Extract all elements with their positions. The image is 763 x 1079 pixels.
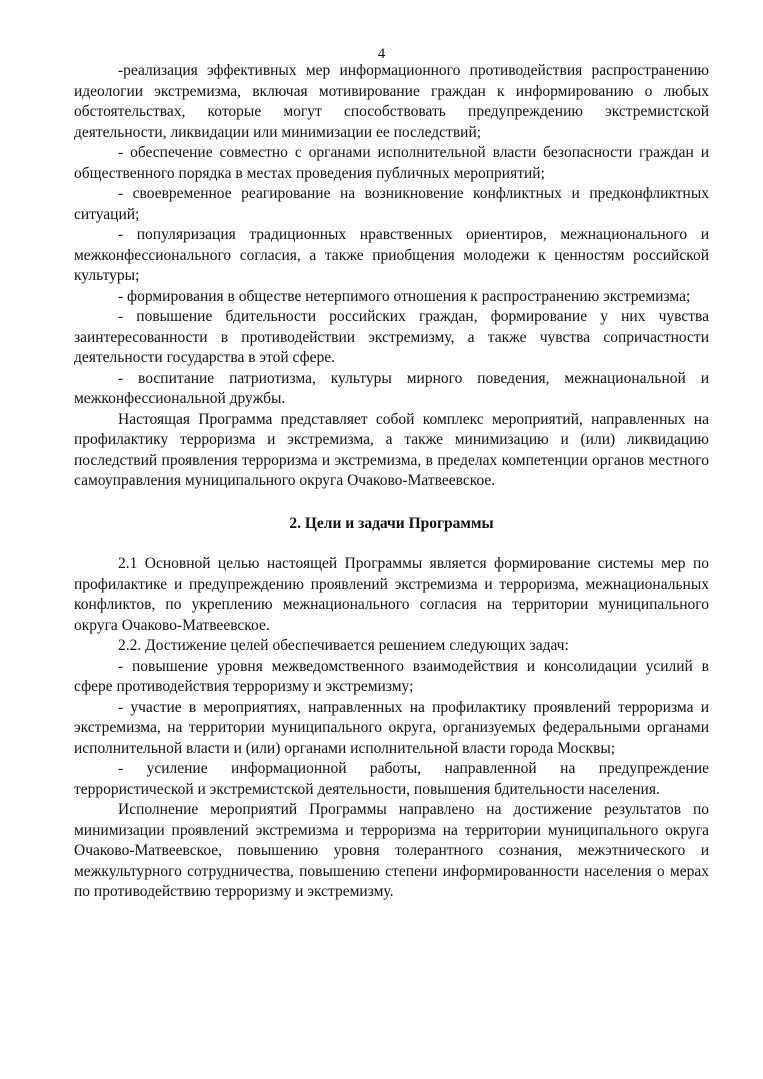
- paragraph: 2.1 Основной целью настоящей Программы является формирование системы мер по профилактике и предупреждению проявлений экстремизма и терроризма, межнациональных конфликтов, по укреплению межнационального согласия на территории муниципального округа Очаково-Матвеевское.: [74, 555, 709, 634]
- paragraph: - своевременное реагирование на возникновение конфликтных и предконфликтных ситуаций;: [74, 185, 709, 223]
- paragraph: - участие в мероприятиях, направленных на профилактику проявлений терроризма и экстремизма, на территории муниципального округа, организуемых федеральными органами исполнительной власти и (или) органами исполнительной власти города Москвы;: [74, 698, 709, 757]
- paragraph: - повышение бдительности российских граждан, формирование у них чувства заинтересованности в противодействии экстремизму, а также чувства сопричастности деятельности государства в этой сфере.: [74, 308, 709, 366]
- paragraph: - популяризация традиционных нравственных ориентиров, межнационального и межконфессионального согласия, а также приобщения молодежи к ценностям российской культуры;: [74, 226, 709, 284]
- paragraph: - формирования в обществе нетерпимого отношения к распространению экстремизма;: [118, 287, 691, 305]
- section-title: 2. Цели и задачи Программы: [289, 514, 494, 532]
- document-body: [74, 61, 709, 903]
- paragraph: - усиление информационной работы, направленной на предупреждение террористической и экстремистской деятельности, повышения бдительности населения.: [74, 760, 709, 798]
- paragraph: - воспитание патриотизма, культуры мирного поведения, межнациональной и межконфессиональной дружбы.: [74, 369, 709, 407]
- paragraph: 2.2. Достижение целей обеспечивается решением следующих задач:: [118, 637, 569, 654]
- page-number: 4: [377, 46, 386, 62]
- paragraph: Исполнение мероприятий Программы направлено на достижение результатов по минимизации проявлений экстремизма и терроризма на территории муниципального округа Очаково-Матвеевское, повышению уровня толерантного сознания, межэтнического и межкультурного сотрудничества, повышению степени информированности населения о мерах по противодействию терроризму и экстремизму.: [74, 801, 709, 900]
- paragraph: Настоящая Программа представляет собой комплекс мероприятий, направленных на профилактику терроризма и экстремизма, а также минимизацию и (или) ликвидацию последствий проявления терроризма и экстремизма, в пределах компетенции органов местного самоуправления муниципального округа Очаково-Матвеевское.: [74, 410, 709, 489]
- paragraph: - обеспечение совместно с органами исполнительной власти безопасности граждан и общественного порядка в местах проведения публичных мероприятий;: [74, 144, 709, 182]
- paragraph: -реализация эффективных мер информационного противодействия распространению идеологии экстремизма, включая мотивирование граждан к информированию о любых обстоятельствах, которые могут способствовать предупреждению экстремистской деятельности, ликвидации или минимизации ее последствий;: [74, 62, 709, 141]
- paragraph: - повышение уровня межведомственного взаимодействия и консолидации усилий в сфере противодействия терроризму и экстремизму;: [74, 657, 709, 695]
